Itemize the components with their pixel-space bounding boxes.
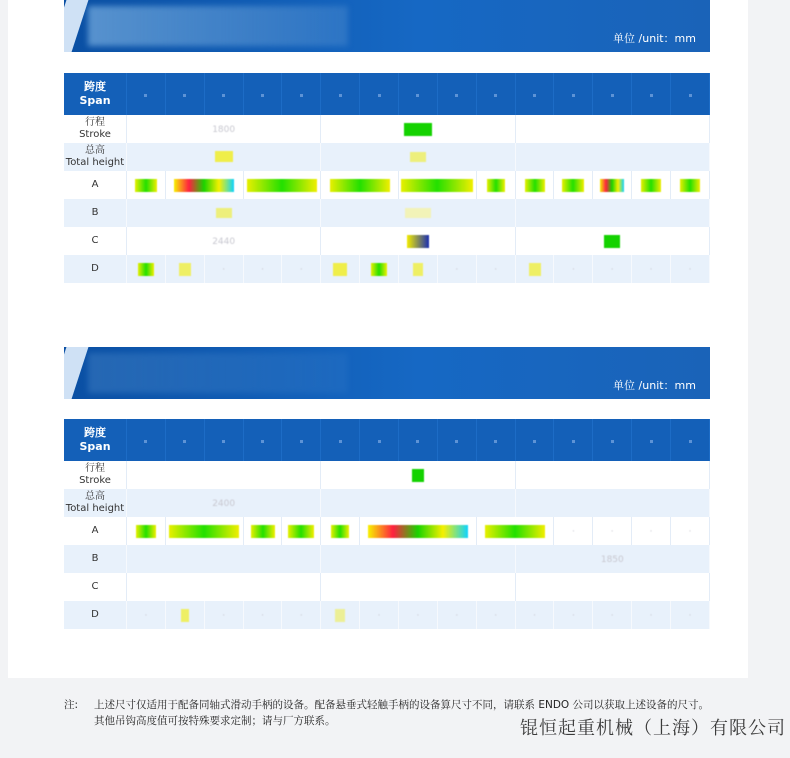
span-cell bbox=[593, 419, 632, 461]
span-cell bbox=[282, 73, 321, 115]
c-value bbox=[321, 573, 515, 601]
stroke-row bbox=[64, 115, 710, 143]
d-cell: · bbox=[282, 255, 321, 283]
d-cell bbox=[399, 255, 438, 283]
a-cell bbox=[243, 517, 282, 545]
span-cell bbox=[127, 419, 166, 461]
c-row bbox=[64, 227, 710, 255]
height-label-en: Total height bbox=[65, 503, 125, 514]
b-value bbox=[321, 199, 515, 227]
span-cell bbox=[360, 419, 399, 461]
b-row bbox=[64, 545, 710, 573]
span-cell bbox=[554, 73, 593, 115]
a-cell bbox=[282, 517, 321, 545]
stroke-label-en: Stroke bbox=[79, 129, 111, 140]
span-cell bbox=[476, 419, 515, 461]
height-label-cn: 总高 bbox=[85, 491, 105, 502]
b-value: 1850 bbox=[515, 545, 709, 573]
c-value bbox=[515, 573, 709, 601]
d-cell: · bbox=[632, 601, 671, 629]
d-cell: · bbox=[593, 255, 632, 283]
span-cell bbox=[399, 419, 438, 461]
d-cell bbox=[515, 255, 554, 283]
span-row bbox=[64, 419, 710, 461]
a-cell bbox=[243, 171, 321, 199]
span-cell bbox=[204, 73, 243, 115]
c-value bbox=[515, 227, 709, 255]
d-cell: · bbox=[243, 255, 282, 283]
span-cell bbox=[282, 419, 321, 461]
banner-title-blur bbox=[88, 353, 348, 393]
d-cell bbox=[321, 601, 360, 629]
a-cell bbox=[127, 171, 166, 199]
span-cell bbox=[321, 73, 360, 115]
a-cell bbox=[321, 517, 360, 545]
footnote-label: 注: bbox=[64, 699, 79, 711]
span-cell bbox=[437, 419, 476, 461]
stroke-header bbox=[64, 115, 127, 143]
span-label-cn: 跨度 bbox=[84, 80, 106, 93]
d-cell: · bbox=[282, 601, 321, 629]
c-header: C bbox=[64, 227, 127, 255]
stroke-row bbox=[64, 461, 710, 489]
d-header: D bbox=[64, 255, 127, 283]
d-cell: · bbox=[360, 601, 399, 629]
total-height-value bbox=[321, 143, 515, 171]
d-cell: · bbox=[476, 255, 515, 283]
d-cell bbox=[127, 255, 166, 283]
span-cell bbox=[632, 419, 671, 461]
stroke-value bbox=[321, 461, 515, 489]
a-cell bbox=[476, 517, 554, 545]
d-row bbox=[64, 601, 710, 629]
b-value bbox=[127, 199, 321, 227]
a-cell: · bbox=[593, 517, 632, 545]
span-cell bbox=[127, 73, 166, 115]
a-header: A bbox=[64, 171, 127, 199]
span-cell bbox=[593, 73, 632, 115]
d-cell: · bbox=[204, 601, 243, 629]
b-header: B bbox=[64, 199, 127, 227]
stroke-value: 1800 bbox=[127, 115, 321, 143]
d-row bbox=[64, 255, 710, 283]
d-cell: · bbox=[476, 601, 515, 629]
stroke-label-en: Stroke bbox=[79, 475, 111, 486]
a-cell bbox=[399, 171, 477, 199]
span-cell bbox=[671, 419, 710, 461]
c-header: C bbox=[64, 573, 127, 601]
total-height-header bbox=[64, 489, 127, 517]
section2-unit: 单位 /unit：mm bbox=[613, 379, 696, 392]
span-header bbox=[64, 73, 127, 115]
d-cell: · bbox=[243, 601, 282, 629]
section1-banner bbox=[64, 0, 710, 52]
d-cell: · bbox=[632, 255, 671, 283]
a-cell: · bbox=[671, 517, 710, 545]
b-value bbox=[321, 545, 515, 573]
d-cell: · bbox=[399, 601, 438, 629]
company-watermark: 锟恒起重机械（上海）有限公司 bbox=[520, 718, 786, 739]
a-cell bbox=[515, 171, 554, 199]
total-height-value: 2400 bbox=[127, 489, 321, 517]
a-cell bbox=[127, 517, 166, 545]
total-height-row bbox=[64, 143, 710, 171]
a-cell: · bbox=[554, 517, 593, 545]
d-cell: · bbox=[554, 255, 593, 283]
a-header: A bbox=[64, 517, 127, 545]
total-height-value bbox=[127, 143, 321, 171]
d-cell: · bbox=[204, 255, 243, 283]
d-cell: · bbox=[554, 601, 593, 629]
d-cell bbox=[165, 601, 204, 629]
d-cell: · bbox=[127, 601, 166, 629]
span-cell bbox=[671, 73, 710, 115]
d-cell: · bbox=[671, 255, 710, 283]
banner-title-blur bbox=[88, 6, 348, 46]
a-cell bbox=[632, 171, 671, 199]
d-cell: · bbox=[437, 255, 476, 283]
c-row bbox=[64, 573, 710, 601]
d-header: D bbox=[64, 601, 127, 629]
banner-accent bbox=[64, 0, 88, 52]
stroke-header bbox=[64, 461, 127, 489]
c-value: 2440 bbox=[127, 227, 321, 255]
spec-table-1 bbox=[64, 73, 710, 283]
d-cell bbox=[360, 255, 399, 283]
b-header: B bbox=[64, 545, 127, 573]
total-height-row bbox=[64, 489, 710, 517]
a-cell bbox=[165, 517, 243, 545]
span-label-en: Span bbox=[79, 94, 111, 107]
span-cell bbox=[204, 419, 243, 461]
total-height-value bbox=[321, 489, 515, 517]
a-cell bbox=[671, 171, 710, 199]
total-height-value bbox=[515, 143, 709, 171]
a-cell bbox=[593, 171, 632, 199]
a-cell: · bbox=[632, 517, 671, 545]
c-value bbox=[321, 227, 515, 255]
span-cell bbox=[360, 73, 399, 115]
stroke-label-cn: 行程 bbox=[85, 117, 105, 128]
a-row bbox=[64, 517, 710, 545]
span-cell bbox=[243, 73, 282, 115]
d-cell bbox=[321, 255, 360, 283]
b-value bbox=[127, 545, 321, 573]
span-cell bbox=[165, 73, 204, 115]
a-cell bbox=[554, 171, 593, 199]
d-cell bbox=[165, 255, 204, 283]
b-row bbox=[64, 199, 710, 227]
span-cell bbox=[399, 73, 438, 115]
span-label-en: Span bbox=[79, 440, 111, 453]
a-cell bbox=[321, 171, 399, 199]
stroke-label-cn: 行程 bbox=[85, 463, 105, 474]
stroke-value bbox=[515, 461, 709, 489]
stroke-value bbox=[127, 461, 321, 489]
spec-table-2 bbox=[64, 419, 710, 629]
span-row bbox=[64, 73, 710, 115]
section2-banner bbox=[64, 347, 710, 399]
height-label-cn: 总高 bbox=[85, 145, 105, 156]
total-height-value bbox=[515, 489, 709, 517]
a-cell bbox=[360, 517, 477, 545]
span-cell bbox=[515, 73, 554, 115]
footnote-text: 上述尺寸仅适用于配备同轴式滑动手柄的设备。配备悬垂式轻触手柄的设备算尺寸不同，请联系 ENDO 公司以获取上述设备的尺寸。其他吊钩高度值可按特殊要求定制；请与厂方联系。 bbox=[94, 699, 710, 727]
span-cell bbox=[165, 419, 204, 461]
total-height-header bbox=[64, 143, 127, 171]
span-header bbox=[64, 419, 127, 461]
d-cell: · bbox=[593, 601, 632, 629]
a-cell bbox=[476, 171, 515, 199]
span-cell bbox=[321, 419, 360, 461]
section1-unit: 单位 /unit：mm bbox=[613, 32, 696, 45]
banner-accent bbox=[64, 347, 88, 399]
b-value bbox=[515, 199, 709, 227]
span-cell bbox=[515, 419, 554, 461]
stroke-value bbox=[321, 115, 515, 143]
d-cell: · bbox=[437, 601, 476, 629]
a-row bbox=[64, 171, 710, 199]
span-cell bbox=[632, 73, 671, 115]
c-value bbox=[127, 573, 321, 601]
span-cell bbox=[554, 419, 593, 461]
d-cell: · bbox=[515, 601, 554, 629]
a-cell bbox=[165, 171, 243, 199]
span-cell bbox=[243, 419, 282, 461]
stroke-value bbox=[515, 115, 709, 143]
span-label-cn: 跨度 bbox=[84, 426, 106, 439]
span-cell bbox=[437, 73, 476, 115]
span-cell bbox=[476, 73, 515, 115]
height-label-en: Total height bbox=[65, 157, 125, 168]
d-cell: · bbox=[671, 601, 710, 629]
